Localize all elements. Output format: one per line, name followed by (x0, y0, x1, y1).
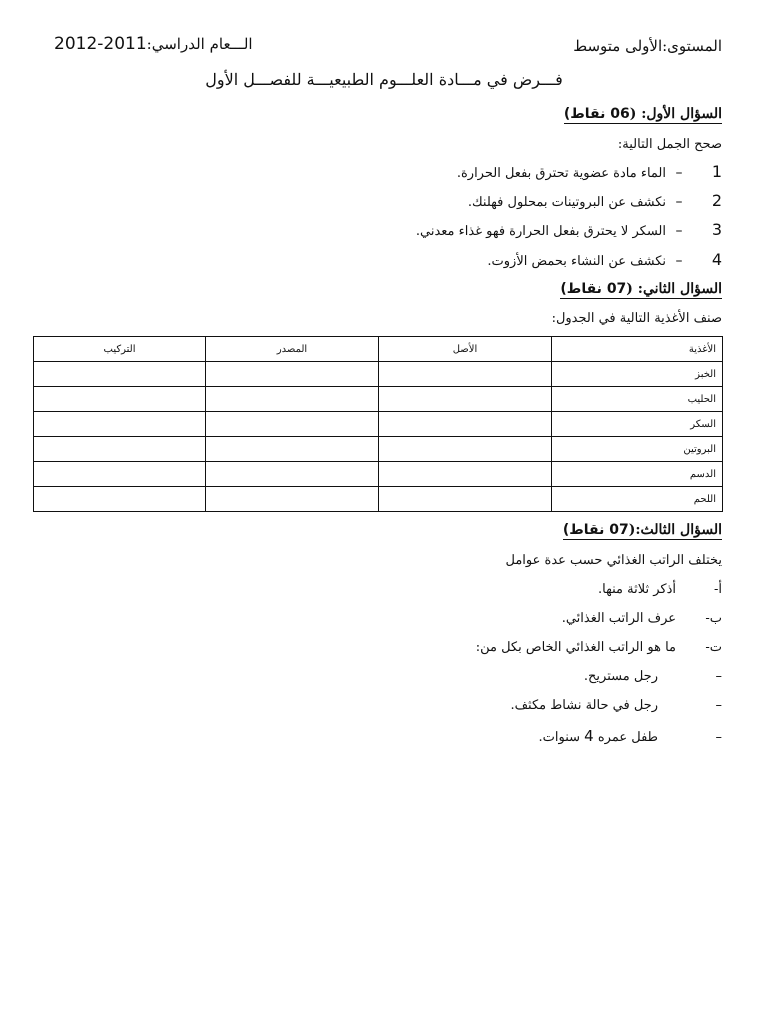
answer-cell[interactable] (206, 412, 379, 437)
q1-item-text: نكشف عن البروتينات بمحلول فهلنك. (467, 195, 666, 210)
table-row (34, 437, 723, 462)
q1-heading-label: السؤال الأول: ( (629, 106, 722, 122)
q3-part (476, 640, 722, 655)
school-year-label: الـــعام الدراسي: (146, 35, 253, 53)
dash-icon: – (715, 730, 722, 745)
q3-part-text: أذكر ثلاثة منها. (598, 582, 676, 597)
answer-cell[interactable] (206, 487, 379, 512)
q3-part-text: ما هو الراتب الغذائي الخاص بكل من: (475, 640, 676, 655)
q1-item (22, 162, 722, 181)
answer-cell[interactable] (379, 412, 552, 437)
q3-part (598, 582, 722, 597)
dash-icon: – (675, 223, 683, 239)
table-row (34, 412, 723, 437)
q1-item (22, 250, 722, 269)
q1-points: 06 نقاط) (563, 106, 630, 122)
q1-heading (564, 106, 722, 124)
q3-case (510, 698, 722, 713)
dash-icon: – (715, 669, 722, 684)
answer-cell[interactable] (379, 362, 552, 387)
q2-instruction: صنف الأغذية التالية في الجدول: (551, 311, 722, 326)
answer-cell[interactable] (34, 387, 206, 412)
table-row (34, 387, 723, 412)
q1-item-text: نكشف عن النشاء بحمض الأزوت. (487, 254, 666, 269)
dash-icon: – (675, 165, 683, 181)
answer-cell[interactable] (34, 437, 206, 462)
q1-item-text: الماء مادة عضوية تحترق بفعل الحرارة. (456, 166, 666, 181)
q1-item-number: 2 (711, 191, 722, 210)
column-header: المصدر (206, 337, 379, 362)
q3-case-number: 4 (584, 727, 594, 745)
q1-item (22, 191, 722, 210)
dash-icon: – (675, 253, 683, 269)
answer-cell[interactable] (206, 437, 379, 462)
food-classification-table (33, 336, 723, 512)
food-cell: البروتين (552, 437, 723, 462)
q3-part-mark: ب- (705, 611, 722, 626)
q3-instruction: يختلف الراتب الغذائي حسب عدة عوامل (505, 553, 722, 568)
level-label: المستوى:الأولى متوسط (573, 37, 722, 55)
answer-cell[interactable] (379, 487, 552, 512)
dash-icon: – (715, 698, 722, 713)
q3-case-text: رجل مستريح. (583, 669, 658, 684)
q1-item-number: 1 (711, 162, 722, 181)
answer-cell[interactable] (34, 362, 206, 387)
table-header-row (34, 337, 723, 362)
q2-heading (560, 281, 722, 299)
table-row (34, 362, 723, 387)
column-header: الأصل (379, 337, 552, 362)
q1-item-number: 4 (711, 250, 722, 269)
q2-points: 07 نقاط) (560, 281, 627, 297)
q3-heading (563, 522, 722, 540)
q3-part-mark: أ- (713, 582, 722, 597)
q1-instruction: صحح الجمل التالية: (617, 137, 722, 152)
answer-cell[interactable] (206, 362, 379, 387)
q2-heading-label: السؤال الثاني: ( (626, 281, 722, 297)
answer-cell[interactable] (379, 437, 552, 462)
q3-case-text-post: سنوات. (538, 730, 585, 745)
food-cell: الحليب (552, 387, 723, 412)
answer-cell[interactable] (206, 387, 379, 412)
food-cell: السكر (552, 412, 723, 437)
q3-case (539, 727, 723, 745)
answer-cell[interactable] (34, 487, 206, 512)
q3-heading-label: السؤال الثالث:( (628, 522, 722, 538)
column-header: الأغذية (552, 337, 723, 362)
food-cell: الدسم (552, 462, 723, 487)
exam-title: فـــرض في مـــادة العلـــوم الطبيعيـــة للفصـــل الأول (205, 70, 563, 89)
q3-case-text: رجل في حالة نشاط مكثف. (510, 698, 658, 713)
q1-item-number: 3 (711, 220, 722, 239)
column-header: التركيب (34, 337, 206, 362)
food-cell: الخبز (552, 362, 723, 387)
q3-case (584, 669, 722, 684)
q3-case-text-pre: طفل عمره (593, 730, 658, 745)
q1-item-text: السكر لا يحترق بفعل الحرارة فهو غذاء معدني. (415, 224, 666, 239)
table-row (34, 462, 723, 487)
q1-item (22, 220, 722, 239)
school-year (54, 34, 253, 54)
q3-part-mark: ت- (705, 640, 722, 655)
answer-cell[interactable] (206, 462, 379, 487)
answer-cell[interactable] (34, 412, 206, 437)
table-row (34, 487, 723, 512)
food-cell: اللحم (552, 487, 723, 512)
q3-part-text: عرف الراتب الغذائي. (561, 611, 676, 626)
answer-cell[interactable] (34, 462, 206, 487)
school-year-value: 2012-2011 (54, 34, 147, 54)
dash-icon: – (675, 194, 683, 210)
answer-cell[interactable] (379, 387, 552, 412)
answer-cell[interactable] (379, 462, 552, 487)
q3-points: 07 نقاط) (562, 522, 629, 538)
q3-part (562, 611, 722, 626)
